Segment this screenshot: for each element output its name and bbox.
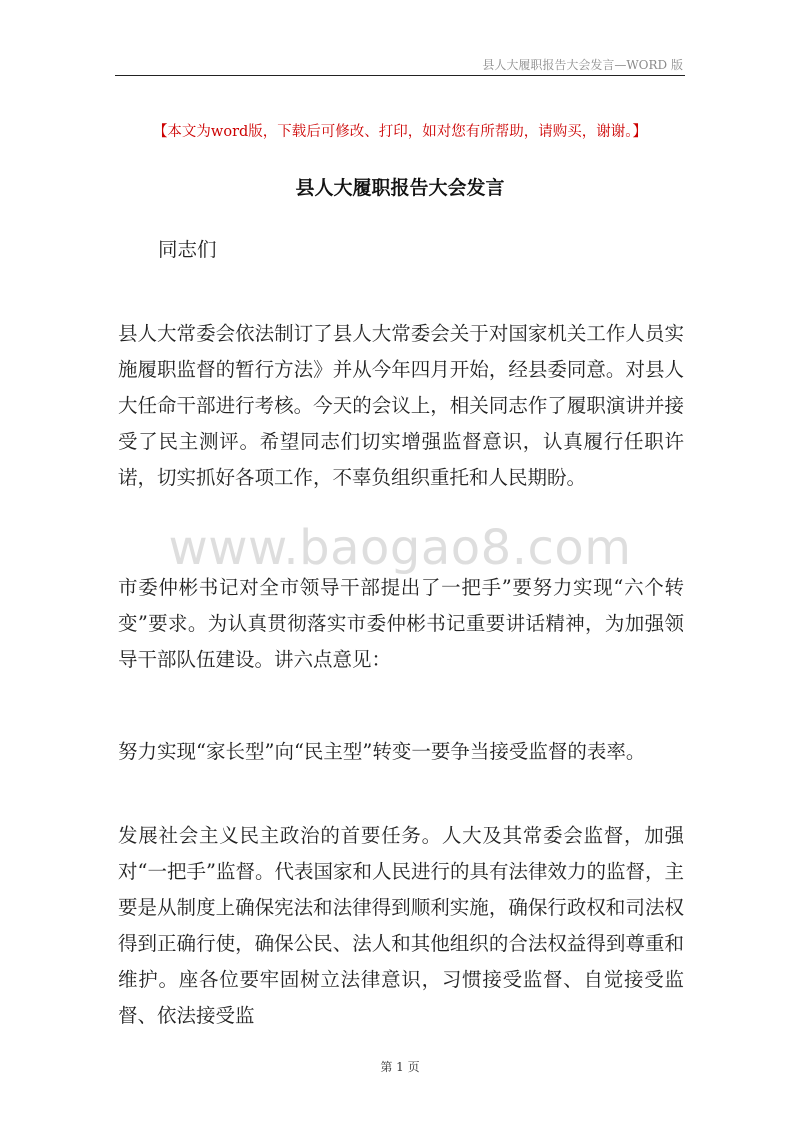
paragraph-4: 发展社会主义民主政治的首要任务。人大及其常委会监督，加强对“一把手”监督。代表国家和人民进行的具有法律效力的监督，主要是从制度上确保宪法和法律得到顺利实施，确保行政权和司法权得到正确行使，确保公民、法人和其他组织的合法权益得到尊重和维护。座各位要牢固树立法律意识，习惯接受监督、自觉接受监督、依法接受监: [118, 824, 684, 1027]
purchase-notice: 【本文为word版，下载后可修改、打印，如对您有所帮助，请购买，谢谢。】: [152, 124, 648, 140]
running-header: 县人大履职报告大会发言—WORD 版: [482, 58, 683, 72]
page-number: 第 1 页: [380, 1060, 420, 1074]
paragraph-1: 县人大常委会依法制订了县人大常委会关于对国家机关工作人员实施履职监督的暂行方法》并从今年四月开始，经县委同意。对县人大任命干部进行考核。今天的会议上，相关同志作了履职演讲并接受了民主测评。希望同志们切实增强监督意识，认真履行任职许诺，切实抓好各项工作，不辜负组织重托和人民期盼。: [118, 322, 684, 489]
paragraph-2: 市委仲彬书记对全市领导干部提出了一把手”要努力实现“六个转变”要求。为认真贯彻落实市委仲彬书记重要讲话精神，为加强领导干部队伍建设。讲六点意见：: [118, 576, 684, 671]
document-title: 县人大履职报告大会发言: [295, 177, 505, 199]
paragraph-3: 努力实现“家长型”向“民主型”转变一要争当接受监督的表率。: [118, 740, 646, 763]
greeting: 同志们: [158, 238, 217, 261]
header-divider: [115, 75, 685, 76]
watermark: www.baogao8.com: [168, 520, 632, 576]
